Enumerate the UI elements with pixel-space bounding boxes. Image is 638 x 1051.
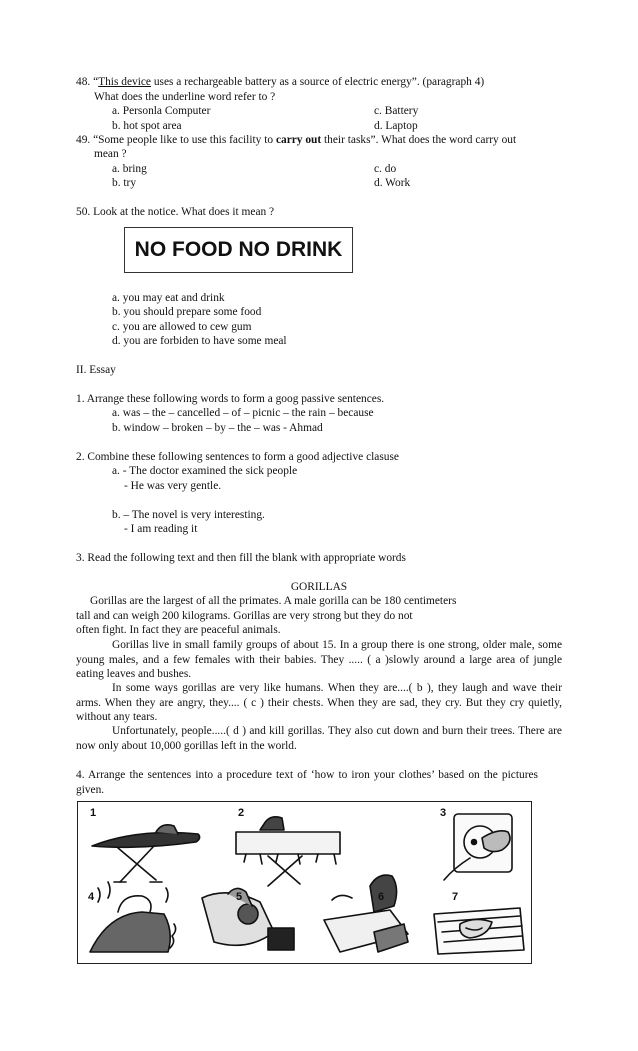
picture-label-2: 2	[238, 807, 245, 819]
notice-text: NO FOOD NO DRINK	[134, 238, 343, 261]
passage-p3: In some ways gorillas are very like humans. When they are....( b ), they laugh and wave their arms. When they are angry, they.... ( c ) their chests. When they are sad, they cry. But they cry quietly, without any tears.	[76, 682, 562, 723]
essay-2a-line1: a. - The doctor examined the sick people	[112, 465, 298, 477]
passage-p2: Gorillas live in small family groups of about 15. In a group there is one strong, older male, some young males, and a few females with their babies. They ..... ( a )slowly around a large area of jungle eating leaves and bushes.	[76, 639, 562, 680]
essay-2a-line2: - He was very gentle.	[124, 480, 222, 492]
q49-stem: 49. “Some people like to use this facility to carry out their tasks”. What does the word carry out	[76, 134, 517, 146]
essay-4-instruction: 4. Arrange the sentences into a procedure text of ‘how to iron your clothes’ based on the pictures given.	[76, 769, 538, 796]
q49-option-d: d. Work	[374, 177, 411, 189]
picture-label-5: 5	[236, 891, 243, 903]
q48-stem: 48. “This device uses a rechargeable battery as a source of electric energy”. (paragraph 4)	[76, 76, 485, 88]
passage-title: GORILLAS	[290, 581, 348, 593]
q48-question: What does the underline word refer to ?	[94, 91, 276, 103]
picture-4-hot-iron	[90, 882, 176, 952]
q50-stem: 50. Look at the notice. What does it mean ?	[76, 206, 275, 218]
essay-2b-line2: - I am reading it	[124, 523, 198, 535]
essay-1a: a. was – the – cancelled – of – picnic – the rain – because	[112, 407, 374, 419]
q48-option-c: c. Battery	[374, 105, 419, 117]
q49-bold-phrase: carry out	[275, 134, 322, 146]
picture-label-4: 4	[88, 891, 95, 903]
q49-option-a: a. bring	[112, 163, 147, 175]
essay-2-instruction: 2. Combine these following sentences to form a good adjective clasuse	[76, 451, 399, 463]
essay-1-instruction: 1. Arrange these following words to form a goog passive sentences.	[76, 393, 385, 405]
picture-5-temperature-dial	[202, 888, 294, 950]
q50-option-c: c. you are allowed to cew gum	[112, 321, 252, 333]
picture-1-ironing-board	[92, 825, 200, 882]
picture-3-plug-socket	[444, 814, 512, 880]
q49-option-b: b. try	[112, 177, 137, 189]
q48-underlined-word: This device	[98, 76, 151, 88]
picture-label-7: 7	[452, 891, 459, 903]
picture-label-1: 1	[90, 807, 97, 819]
picture-label-3: 3	[440, 807, 447, 819]
passage-p1-line3: often fight. In fact they are peaceful animals.	[76, 624, 281, 636]
essay-1b: b. window – broken – by – the – was - Ahmad	[112, 422, 323, 434]
q48-option-d: d. Laptop	[374, 120, 418, 132]
ironing-pictures	[77, 801, 532, 964]
q48-option-a: a. Personla Computer	[112, 105, 211, 117]
q48-option-b: b. hot spot area	[112, 120, 182, 132]
picture-6-ironing-shirt	[324, 875, 408, 952]
q49-option-c: c. do	[374, 163, 397, 175]
ironing-illustrations	[78, 802, 533, 965]
essay-2b-line1: b. – The novel is very interesting.	[112, 509, 265, 521]
picture-2-board-with-cloth	[236, 817, 340, 886]
q49-stem-line2: mean ?	[94, 148, 127, 160]
passage-p1-line2: tall and can weigh 200 kilograms. Gorillas are very strong but they do not	[76, 610, 413, 622]
passage-p4: Unfortunately, people.....( d ) and kill gorillas. They also cut down and burn their trees. There are now only about 10,000 gorillas left in the world.	[76, 725, 562, 752]
essay-3-instruction: 3. Read the following text and then fill the blank with appropriate words	[76, 552, 406, 564]
passage-p1-line1: Gorillas are the largest of all the primates. A male gorilla can be 180 centimeters	[90, 595, 457, 607]
essay-heading: II. Essay	[76, 364, 116, 376]
q50-option-d: d. you are forbiden to have some meal	[112, 335, 287, 347]
picture-7-folded-clothes	[434, 908, 524, 954]
q50-option-a: a. you may eat and drink	[112, 292, 225, 304]
notice-sign	[124, 227, 353, 273]
q50-option-b: b. you should prepare some food	[112, 306, 262, 318]
picture-label-6: 6	[378, 891, 385, 903]
